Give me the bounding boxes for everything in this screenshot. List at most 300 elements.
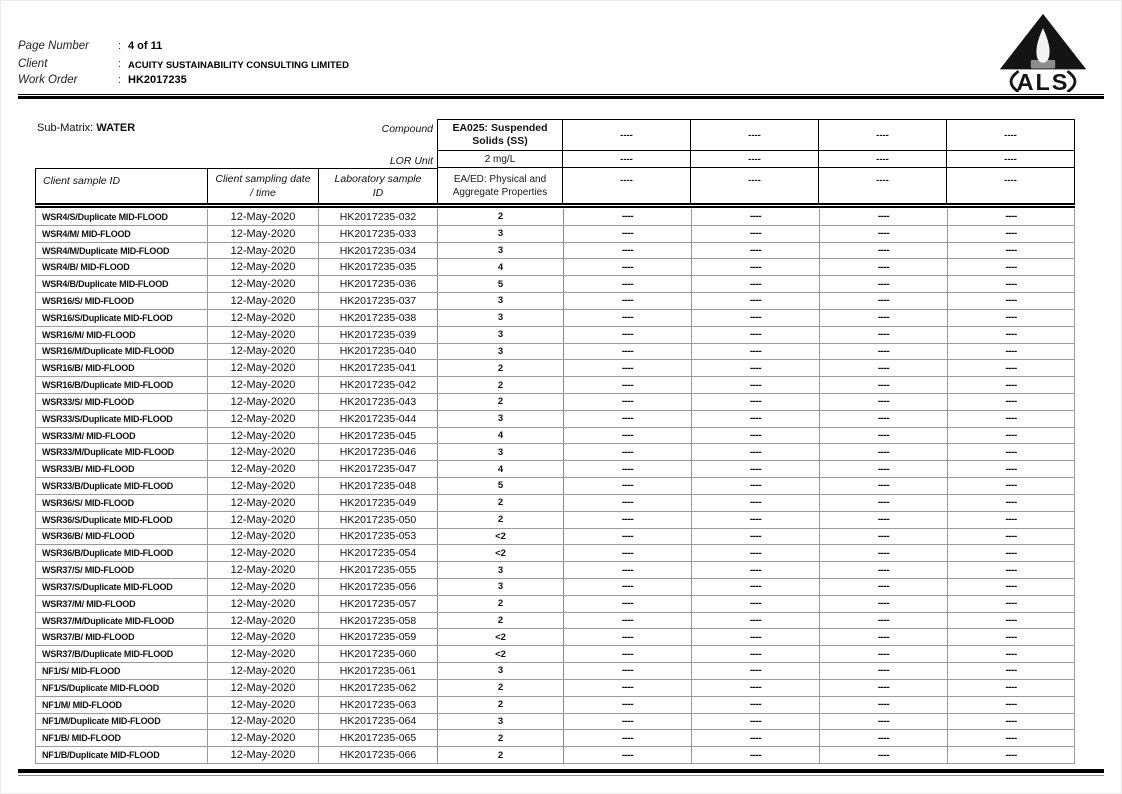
sampling-date-cell: 12-May-2020 bbox=[208, 663, 319, 679]
table-row bbox=[36, 646, 1074, 663]
empty-result-cell: ---- bbox=[692, 226, 820, 242]
empty-result-cell: ---- bbox=[1005, 598, 1017, 610]
empty-result-cell: ---- bbox=[692, 512, 820, 528]
empty-result-cell: ---- bbox=[1005, 547, 1017, 559]
client-sample-id-cell: WSR36/B/Duplicate MID-FLOOD bbox=[36, 545, 208, 561]
empty-result-cell: ---- bbox=[1005, 295, 1017, 307]
lab-sample-id-cell: HK2017235-060 bbox=[319, 646, 438, 662]
empty-result-cell: ---- bbox=[820, 747, 948, 763]
empty-result-cell: ---- bbox=[1005, 732, 1017, 744]
suspended-solids-value-cell: 2 bbox=[438, 512, 564, 528]
empty-result-cell: ---- bbox=[820, 411, 948, 427]
table-header-rule-thick bbox=[35, 206, 1075, 208]
work-order-value: HK2017235 bbox=[128, 74, 187, 86]
lab-sample-id-cell: HK2017235-046 bbox=[319, 444, 438, 460]
empty-result-cell: ---- bbox=[564, 629, 692, 645]
sampling-date-cell: 12-May-2020 bbox=[208, 478, 319, 494]
empty-result-cell: ---- bbox=[1005, 379, 1017, 391]
suspended-solids-value-cell: 3 bbox=[438, 411, 564, 427]
empty-result-cell: ---- bbox=[692, 562, 820, 578]
empty-result-cell: ---- bbox=[692, 529, 820, 545]
empty-result-cell: ---- bbox=[1005, 463, 1017, 475]
lab-sample-id-cell: HK2017235-063 bbox=[319, 697, 438, 713]
empty-result-cell: ---- bbox=[820, 310, 948, 326]
empty-result-cell: ---- bbox=[564, 209, 692, 225]
lab-sample-id-cell: HK2017235-034 bbox=[319, 243, 438, 259]
sampling-date-cell: 12-May-2020 bbox=[208, 327, 319, 343]
empty-result-cell: ---- bbox=[1005, 278, 1017, 290]
sampling-date-cell: 12-May-2020 bbox=[208, 545, 319, 561]
method-dash: ---- bbox=[1004, 175, 1017, 186]
suspended-solids-value-cell: 3 bbox=[438, 714, 564, 730]
suspended-solids-value-cell: 3 bbox=[438, 579, 564, 595]
client-value: ACUITY SUSTAINABILITY CONSULTING LIMITED bbox=[128, 60, 349, 71]
empty-result-cell: ---- bbox=[564, 327, 692, 343]
empty-result-cell: ---- bbox=[692, 411, 820, 427]
client-sample-id-cell: WSR37/S/ MID-FLOOD bbox=[36, 562, 208, 578]
empty-result-cell: ---- bbox=[1005, 648, 1017, 660]
sampling-date-cell: 12-May-2020 bbox=[208, 697, 319, 713]
table-row bbox=[36, 276, 1074, 293]
client-sample-id-cell: WSR16/B/ MID-FLOOD bbox=[36, 360, 208, 376]
empty-result-cell: ---- bbox=[820, 562, 948, 578]
empty-result-cell: ---- bbox=[692, 663, 820, 679]
empty-result-cell: ---- bbox=[1005, 631, 1017, 643]
client-sample-id-cell: WSR33/M/Duplicate MID-FLOOD bbox=[36, 444, 208, 460]
footer-rule-thick bbox=[18, 769, 1104, 773]
header-rule-thin bbox=[18, 94, 1104, 95]
table-row bbox=[36, 327, 1074, 344]
empty-result-cell: ---- bbox=[820, 293, 948, 309]
header-rule-thick bbox=[18, 96, 1104, 99]
lab-sample-id-cell: HK2017235-047 bbox=[319, 461, 438, 477]
sampling-date-cell: 12-May-2020 bbox=[208, 377, 319, 393]
suspended-solids-value-cell: 5 bbox=[438, 276, 564, 292]
empty-result-cell: ---- bbox=[820, 394, 948, 410]
lor-unit-dash: ---- bbox=[947, 151, 1074, 168]
compound-name-dash: ---- bbox=[947, 120, 1074, 151]
lab-sample-id-cell: HK2017235-038 bbox=[319, 310, 438, 326]
empty-result-cell: ---- bbox=[692, 461, 820, 477]
empty-result-cell: ---- bbox=[820, 697, 948, 713]
table-row bbox=[36, 344, 1074, 361]
empty-result-cell: ---- bbox=[564, 512, 692, 528]
suspended-solids-value-cell: 3 bbox=[438, 310, 564, 326]
lab-sample-id-cell: HK2017235-062 bbox=[319, 680, 438, 696]
compound-name-dash: ---- bbox=[819, 120, 947, 151]
lor-unit-dash: ---- bbox=[691, 151, 819, 168]
sampling-date-cell: 12-May-2020 bbox=[208, 596, 319, 612]
empty-result-cell: ---- bbox=[564, 344, 692, 360]
empty-result-cell: ---- bbox=[564, 545, 692, 561]
sampling-date-cell: 12-May-2020 bbox=[208, 747, 319, 763]
empty-result-cell: ---- bbox=[1005, 581, 1017, 593]
sampling-date-cell: 12-May-2020 bbox=[208, 579, 319, 595]
table-row bbox=[36, 629, 1074, 646]
empty-result-cell: ---- bbox=[692, 444, 820, 460]
empty-result-cell: ---- bbox=[564, 461, 692, 477]
lab-sample-id-header bbox=[319, 169, 437, 203]
client-sample-id-cell: WSR33/M/ MID-FLOOD bbox=[36, 428, 208, 444]
lab-sample-id-cell: HK2017235-057 bbox=[319, 596, 438, 612]
lab-sample-id-cell: HK2017235-049 bbox=[319, 495, 438, 511]
client-sample-id-cell: WSR4/B/Duplicate MID-FLOOD bbox=[36, 276, 208, 292]
table-row bbox=[36, 243, 1074, 260]
suspended-solids-value-cell: 4 bbox=[438, 428, 564, 444]
empty-result-cell: ---- bbox=[692, 495, 820, 511]
empty-result-cell: ---- bbox=[820, 377, 948, 393]
client-sample-id-cell: NF1/M/ MID-FLOOD bbox=[36, 697, 208, 713]
lab-sample-id-header-line1: Laboratory sample bbox=[334, 173, 422, 185]
left-column-headers bbox=[35, 168, 437, 204]
empty-result-cell: ---- bbox=[564, 394, 692, 410]
table-row bbox=[36, 293, 1074, 310]
lab-sample-id-cell: HK2017235-035 bbox=[319, 259, 438, 275]
sampling-date-cell: 12-May-2020 bbox=[208, 714, 319, 730]
empty-result-cell: ---- bbox=[1005, 665, 1017, 677]
sub-matrix-label: Sub-Matrix: bbox=[37, 122, 94, 134]
logo-text: ALS bbox=[1016, 69, 1070, 92]
client-sample-id-cell: NF1/S/Duplicate MID-FLOOD bbox=[36, 680, 208, 696]
method-dash: ---- bbox=[819, 168, 947, 203]
client-label: Client bbox=[18, 58, 48, 70]
client-sample-id-cell: NF1/S/ MID-FLOOD bbox=[36, 663, 208, 679]
table-row bbox=[36, 495, 1074, 512]
empty-result-cell: ---- bbox=[820, 613, 948, 629]
suspended-solids-value-cell: 3 bbox=[438, 562, 564, 578]
als-logo bbox=[996, 12, 1090, 92]
suspended-solids-value-cell: 2 bbox=[438, 596, 564, 612]
client-sample-id-cell: WSR37/M/ MID-FLOOD bbox=[36, 596, 208, 612]
empty-result-cell: ---- bbox=[692, 327, 820, 343]
suspended-solids-value-cell: 2 bbox=[438, 394, 564, 410]
table-row bbox=[36, 613, 1074, 630]
client-sample-id-cell: WSR16/S/Duplicate MID-FLOOD bbox=[36, 310, 208, 326]
lab-sample-id-cell: HK2017235-054 bbox=[319, 545, 438, 561]
empty-result-cell: ---- bbox=[820, 596, 948, 612]
empty-result-cell: ---- bbox=[1005, 345, 1017, 357]
empty-result-cell: ---- bbox=[1005, 514, 1017, 526]
table-row bbox=[36, 545, 1074, 562]
compound-header-box bbox=[437, 119, 1075, 204]
empty-result-cell: ---- bbox=[692, 714, 820, 730]
empty-result-cell: ---- bbox=[1005, 312, 1017, 324]
footer-rule-thin bbox=[18, 775, 1104, 776]
empty-result-cell: ---- bbox=[1005, 211, 1017, 223]
suspended-solids-value-cell: 2 bbox=[438, 697, 564, 713]
client-sample-id-cell: WSR4/S/Duplicate MID-FLOOD bbox=[36, 209, 208, 225]
lab-sample-id-cell: HK2017235-036 bbox=[319, 276, 438, 292]
empty-result-cell: ---- bbox=[1005, 749, 1017, 761]
method-dash: ---- bbox=[563, 168, 691, 203]
page-number-value: 4 of 11 bbox=[128, 40, 163, 52]
empty-result-cell: ---- bbox=[692, 428, 820, 444]
work-order-field bbox=[0, 74, 600, 88]
empty-result-cell: ---- bbox=[564, 562, 692, 578]
empty-result-cell: ---- bbox=[1005, 245, 1017, 257]
empty-result-cell: ---- bbox=[692, 243, 820, 259]
empty-result-cell: ---- bbox=[820, 663, 948, 679]
suspended-solids-value-cell: 2 bbox=[438, 377, 564, 393]
lor-unit-dash: ---- bbox=[819, 151, 947, 168]
table-row bbox=[36, 714, 1074, 731]
table-row bbox=[36, 663, 1074, 680]
empty-result-cell: ---- bbox=[564, 529, 692, 545]
empty-result-cell: ---- bbox=[820, 714, 948, 730]
lab-sample-id-cell: HK2017235-059 bbox=[319, 629, 438, 645]
client-sample-id-cell: WSR36/S/ MID-FLOOD bbox=[36, 495, 208, 511]
lor-unit-dash: ---- bbox=[563, 151, 691, 168]
table-body bbox=[35, 209, 1075, 764]
empty-result-cell: ---- bbox=[564, 428, 692, 444]
empty-result-cell: ---- bbox=[564, 714, 692, 730]
empty-result-cell: ---- bbox=[564, 646, 692, 662]
lab-sample-id-cell: HK2017235-056 bbox=[319, 579, 438, 595]
sampling-date-cell: 12-May-2020 bbox=[208, 226, 319, 242]
empty-result-cell: ---- bbox=[692, 697, 820, 713]
sampling-date-cell: 12-May-2020 bbox=[208, 629, 319, 645]
empty-result-cell: ---- bbox=[820, 646, 948, 662]
suspended-solids-value-cell: 3 bbox=[438, 327, 564, 343]
client-sample-id-cell: WSR16/B/Duplicate MID-FLOOD bbox=[36, 377, 208, 393]
empty-result-cell: ---- bbox=[692, 394, 820, 410]
empty-result-cell: ---- bbox=[1005, 682, 1017, 694]
lab-sample-id-cell: HK2017235-050 bbox=[319, 512, 438, 528]
table-header-rule-thin bbox=[35, 204, 1075, 205]
suspended-solids-value-cell: 2 bbox=[438, 360, 564, 376]
lab-sample-id-cell: HK2017235-053 bbox=[319, 529, 438, 545]
empty-result-cell: ---- bbox=[692, 579, 820, 595]
suspended-solids-value-cell: 3 bbox=[438, 663, 564, 679]
sampling-date-cell: 12-May-2020 bbox=[208, 529, 319, 545]
table-row bbox=[36, 697, 1074, 714]
empty-result-cell: ---- bbox=[692, 747, 820, 763]
sampling-date-cell: 12-May-2020 bbox=[208, 461, 319, 477]
empty-result-cell: ---- bbox=[692, 259, 820, 275]
empty-result-cell: ---- bbox=[1005, 228, 1017, 240]
sampling-date-cell: 12-May-2020 bbox=[208, 259, 319, 275]
lab-sample-id-cell: HK2017235-048 bbox=[319, 478, 438, 494]
suspended-solids-value-cell: 3 bbox=[438, 293, 564, 309]
table-row bbox=[36, 529, 1074, 546]
empty-result-cell: ---- bbox=[564, 495, 692, 511]
table-row bbox=[36, 310, 1074, 327]
empty-result-cell: ---- bbox=[1005, 699, 1017, 711]
compound-label: Compound bbox=[381, 123, 433, 135]
empty-result-cell: ---- bbox=[692, 478, 820, 494]
compound-name-line1: EA025: Suspended bbox=[452, 122, 548, 134]
client-sample-id-cell: WSR36/B/ MID-FLOOD bbox=[36, 529, 208, 545]
sampling-date-header bbox=[208, 169, 319, 203]
empty-result-cell: ---- bbox=[820, 327, 948, 343]
empty-result-cell: ---- bbox=[820, 579, 948, 595]
suspended-solids-value-cell: 3 bbox=[438, 444, 564, 460]
lab-sample-id-cell: HK2017235-040 bbox=[319, 344, 438, 360]
empty-result-cell: ---- bbox=[820, 512, 948, 528]
lab-sample-id-cell: HK2017235-041 bbox=[319, 360, 438, 376]
empty-result-cell: ---- bbox=[692, 209, 820, 225]
empty-result-cell: ---- bbox=[692, 596, 820, 612]
client-sample-id-header: Client sample ID bbox=[36, 169, 208, 203]
table-row bbox=[36, 596, 1074, 613]
empty-result-cell: ---- bbox=[820, 444, 948, 460]
empty-result-cell: ---- bbox=[820, 226, 948, 242]
client-sample-id-cell: WSR16/M/ MID-FLOOD bbox=[36, 327, 208, 343]
empty-result-cell: ---- bbox=[820, 629, 948, 645]
empty-result-cell: ---- bbox=[564, 444, 692, 460]
lor-unit-cell: 2 mg/L bbox=[438, 151, 563, 168]
empty-result-cell: ---- bbox=[692, 377, 820, 393]
table-row bbox=[36, 226, 1074, 243]
empty-result-cell: ---- bbox=[692, 680, 820, 696]
client-sample-id-cell: WSR33/B/Duplicate MID-FLOOD bbox=[36, 478, 208, 494]
sampling-date-cell: 12-May-2020 bbox=[208, 243, 319, 259]
empty-result-cell: ---- bbox=[820, 529, 948, 545]
work-order-label: Work Order bbox=[18, 74, 78, 86]
lab-sample-id-cell: HK2017235-066 bbox=[319, 747, 438, 763]
table-row bbox=[36, 461, 1074, 478]
suspended-solids-value-cell: 4 bbox=[438, 461, 564, 477]
sampling-date-cell: 12-May-2020 bbox=[208, 444, 319, 460]
sub-matrix-value: WATER bbox=[96, 122, 136, 134]
empty-result-cell: ---- bbox=[820, 680, 948, 696]
table-row bbox=[36, 377, 1074, 394]
empty-result-cell: ---- bbox=[564, 596, 692, 612]
client-sample-id-cell: WSR16/M/Duplicate MID-FLOOD bbox=[36, 344, 208, 360]
sampling-date-cell: 12-May-2020 bbox=[208, 680, 319, 696]
lab-sample-id-cell: HK2017235-043 bbox=[319, 394, 438, 410]
empty-result-cell: ---- bbox=[692, 629, 820, 645]
empty-result-cell: ---- bbox=[564, 579, 692, 595]
client-sample-id-cell: WSR37/S/Duplicate MID-FLOOD bbox=[36, 579, 208, 595]
lab-sample-id-cell: HK2017235-039 bbox=[319, 327, 438, 343]
empty-result-cell: ---- bbox=[564, 310, 692, 326]
method-dash: ---- bbox=[691, 168, 819, 203]
lor-unit-label: LOR Unit bbox=[389, 155, 433, 167]
empty-result-cell: ---- bbox=[564, 293, 692, 309]
empty-result-cell: ---- bbox=[564, 259, 692, 275]
lab-sample-id-cell: HK2017235-037 bbox=[319, 293, 438, 309]
suspended-solids-value-cell: 2 bbox=[438, 680, 564, 696]
table-row bbox=[36, 428, 1074, 445]
empty-result-cell: ---- bbox=[1005, 497, 1017, 509]
page-number-label: Page Number bbox=[18, 40, 89, 52]
table-row bbox=[36, 209, 1074, 226]
suspended-solids-value-cell: 2 bbox=[438, 209, 564, 225]
empty-result-cell: ---- bbox=[692, 310, 820, 326]
client-sample-id-cell: WSR33/S/Duplicate MID-FLOOD bbox=[36, 411, 208, 427]
lab-sample-id-cell: HK2017235-045 bbox=[319, 428, 438, 444]
empty-result-cell: ---- bbox=[820, 344, 948, 360]
empty-result-cell: ---- bbox=[1005, 480, 1017, 492]
suspended-solids-value-cell: 2 bbox=[438, 730, 564, 746]
empty-result-cell: ---- bbox=[692, 730, 820, 746]
empty-result-cell: ---- bbox=[564, 613, 692, 629]
client-sample-id-cell: WSR37/B/Duplicate MID-FLOOD bbox=[36, 646, 208, 662]
empty-result-cell: ---- bbox=[1005, 396, 1017, 408]
lab-sample-id-cell: HK2017235-044 bbox=[319, 411, 438, 427]
client-sample-id-cell: WSR33/B/ MID-FLOOD bbox=[36, 461, 208, 477]
empty-result-cell: ---- bbox=[820, 461, 948, 477]
suspended-solids-value-cell: <2 bbox=[438, 629, 564, 645]
sampling-date-cell: 12-May-2020 bbox=[208, 209, 319, 225]
client-sample-id-cell: WSR37/M/Duplicate MID-FLOOD bbox=[36, 613, 208, 629]
empty-result-cell: ---- bbox=[820, 730, 948, 746]
client-sample-id-cell: WSR4/M/Duplicate MID-FLOOD bbox=[36, 243, 208, 259]
client-field bbox=[0, 58, 600, 72]
method-cell bbox=[438, 168, 563, 203]
sampling-date-header-line2: / time bbox=[250, 187, 276, 199]
suspended-solids-value-cell: 2 bbox=[438, 495, 564, 511]
client-sample-id-cell: NF1/B/Duplicate MID-FLOOD bbox=[36, 747, 208, 763]
client-sample-id-cell: WSR33/S/ MID-FLOOD bbox=[36, 394, 208, 410]
client-sample-id-cell: NF1/M/Duplicate MID-FLOOD bbox=[36, 714, 208, 730]
compound-name-line2: Solids (SS) bbox=[472, 135, 528, 147]
suspended-solids-value-cell: 4 bbox=[438, 259, 564, 275]
empty-result-cell: ---- bbox=[820, 259, 948, 275]
lab-sample-id-cell: HK2017235-065 bbox=[319, 730, 438, 746]
empty-result-cell: ---- bbox=[564, 411, 692, 427]
empty-result-cell: ---- bbox=[820, 495, 948, 511]
table-row bbox=[36, 747, 1074, 764]
empty-result-cell: ---- bbox=[1005, 615, 1017, 627]
empty-result-cell: ---- bbox=[820, 428, 948, 444]
empty-result-cell: ---- bbox=[1005, 530, 1017, 542]
sampling-date-cell: 12-May-2020 bbox=[208, 344, 319, 360]
suspended-solids-value-cell: 5 bbox=[438, 478, 564, 494]
empty-result-cell: ---- bbox=[692, 646, 820, 662]
suspended-solids-value-cell: 2 bbox=[438, 613, 564, 629]
compound-name-dash: ---- bbox=[563, 120, 691, 151]
table-row bbox=[36, 680, 1074, 697]
sampling-date-cell: 12-May-2020 bbox=[208, 495, 319, 511]
lab-sample-id-cell: HK2017235-032 bbox=[319, 209, 438, 225]
empty-result-cell: ---- bbox=[820, 478, 948, 494]
suspended-solids-value-cell: <2 bbox=[438, 545, 564, 561]
method-line1: EA/ED: Physical and bbox=[453, 173, 547, 185]
table-row bbox=[36, 360, 1074, 377]
empty-result-cell: ---- bbox=[692, 360, 820, 376]
empty-result-cell: ---- bbox=[1005, 446, 1017, 458]
table-row bbox=[36, 259, 1074, 276]
lab-sample-id-cell: HK2017235-061 bbox=[319, 663, 438, 679]
empty-result-cell: ---- bbox=[1005, 715, 1017, 727]
suspended-solids-value-cell: 3 bbox=[438, 243, 564, 259]
suspended-solids-value-cell: 3 bbox=[438, 344, 564, 360]
lab-sample-id-cell: HK2017235-033 bbox=[319, 226, 438, 242]
sub-matrix bbox=[37, 122, 135, 134]
sampling-date-cell: 12-May-2020 bbox=[208, 646, 319, 662]
empty-result-cell: ---- bbox=[1005, 430, 1017, 442]
empty-result-cell: ---- bbox=[564, 478, 692, 494]
compound-name-cell bbox=[438, 120, 563, 151]
table-row bbox=[36, 444, 1074, 461]
empty-result-cell: ---- bbox=[692, 344, 820, 360]
empty-result-cell: ---- bbox=[564, 663, 692, 679]
table-row bbox=[36, 512, 1074, 529]
empty-result-cell: ---- bbox=[1005, 362, 1017, 374]
client-colon: : bbox=[118, 58, 122, 70]
suspended-solids-value-cell: <2 bbox=[438, 646, 564, 662]
client-sample-id-cell: WSR4/B/ MID-FLOOD bbox=[36, 259, 208, 275]
client-sample-id-cell: WSR4/M/ MID-FLOOD bbox=[36, 226, 208, 242]
empty-result-cell: ---- bbox=[564, 226, 692, 242]
empty-result-cell: ---- bbox=[692, 293, 820, 309]
client-sample-id-cell: NF1/B/ MID-FLOOD bbox=[36, 730, 208, 746]
empty-result-cell: ---- bbox=[1005, 329, 1017, 341]
table-row bbox=[36, 562, 1074, 579]
sampling-date-cell: 12-May-2020 bbox=[208, 411, 319, 427]
